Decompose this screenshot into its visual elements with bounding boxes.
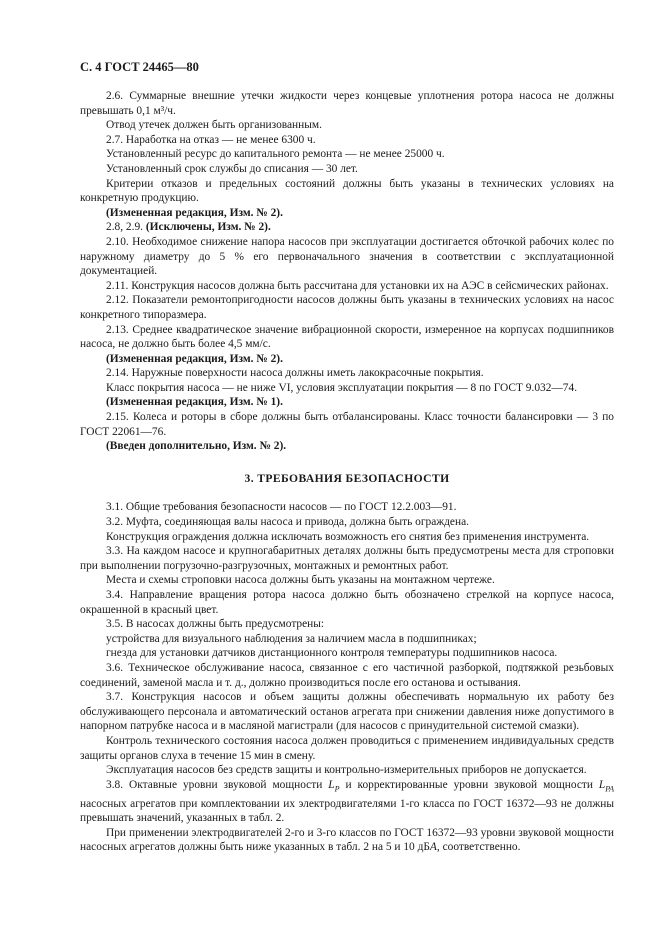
p38-text-c: насосных агрегатов при комплектовании их электродвигателями 1-го класса по ГОСТ 16372—93 не должны превышать значений, указанных в табл. 2. xyxy=(80,797,614,825)
symbol-lp: L xyxy=(328,778,335,791)
section-3-title: 3. ТРЕБОВАНИЯ БЕЗОПАСНОСТИ xyxy=(244,471,450,485)
section-3-paragraphs xyxy=(80,500,614,777)
section-2-paragraph: 2.12. Показатели ремонтопригодности насосов должны быть указаны в технических условиях на насос конкретного типоразмера. xyxy=(80,294,614,321)
section-2-paragraph: Установленный срок службы до списания — 30 лет. xyxy=(106,162,358,175)
document-body xyxy=(80,89,614,855)
section-2-paragraph: Критерии отказов и предельных состояний должны быть указаны в технических условиях на конкретную продукцию. xyxy=(80,177,614,205)
section-3-paragraph: устройства для визуального наблюдения за наличием масла в подшипниках; xyxy=(106,632,477,645)
section-2-paragraph: Класс покрытия насоса — не ниже VI, условия эксплуатации покрытия — 8 по ГОСТ 9.032—74. xyxy=(106,381,578,394)
section-3-paragraph: Конструкция ограждения должна исключать возможность его снятия без применения инструмента. xyxy=(106,530,590,543)
section-2-paragraph: 2.7. Наработка на отказ — не менее 6300 ч. xyxy=(106,133,316,146)
section-2-paragraph: 2.13. Среднее квадратическое значение вибрационной скорости, измеренное на корпусах подшипников насоса, не должно быть более 4,5 мм/с. xyxy=(80,323,614,351)
section-3-paragraph: Эксплуатация насосов без средств защиты и контрольно-измерительных приборов не допускается. xyxy=(106,764,587,777)
symbol-lp-sub: P xyxy=(334,784,340,793)
section-2-paragraphs xyxy=(80,89,614,454)
section-3-paragraph: 3.3. На каждом насосе и крупногабаритных деталях должны быть предусмотрены места для строповки при выполнении погрузочно-разгрузочных, монтажных и ремонтных работ. xyxy=(80,545,614,572)
section-3-paragraph: 3.4. Направление вращения ротора насоса должно быть обозначено стрелкой на корпусе насоса, окрашенной в красный цвет. xyxy=(80,589,614,616)
section-2-paragraph: 2.15. Колеса и роторы в сборе должны быть отбалансированы. Класс точности балансировки — 3 по ГОСТ 22061—76. xyxy=(80,411,614,438)
section-2-paragraph: 2.11. Конструкция насосов должна быть рассчитана для установки их на АЭС в сейсмических районах. xyxy=(106,279,609,292)
section-2-paragraph: Установленный ресурс до капитального ремонта — не менее 25000 ч. xyxy=(106,148,445,161)
section-2-paragraph: 2.6. Суммарные внешние утечки жидкости через концевые уплотнения ротора насоса не должны превышать 0,1 м³/ч. xyxy=(80,90,614,117)
symbol-lpa: L xyxy=(598,778,606,791)
section-3-paragraph: гнезда для установки датчиков дистанционного контроля температуры подшипников насоса. xyxy=(106,647,558,660)
p38-text-b: и корректированные уровни звуковой мощности xyxy=(339,778,599,791)
section-2-paragraph: Отвод утечек должен быть организованным. xyxy=(106,119,322,132)
unit-dba: А xyxy=(429,841,437,854)
paragraph-3-8 xyxy=(80,778,614,826)
section-3-paragraph: 3.5. В насосах должны быть предусмотрены: xyxy=(106,618,325,631)
section-3-paragraph: 3.2. Муфта, соединяющая валы насоса и привода, должна быть ограждена. xyxy=(106,516,469,529)
section-2-paragraph: (Измененная редакция, Изм. № 2). xyxy=(106,206,283,219)
section-2-paragraph xyxy=(80,220,614,235)
paragraph-3-8-cont xyxy=(80,826,614,855)
section-3-paragraph: Места и схемы строповки насоса должны быть указаны на монтажном чертеже. xyxy=(106,574,495,587)
section-2-paragraph: (Измененная редакция, Изм. № 2). xyxy=(106,352,283,365)
section-2-paragraph: (Измененная редакция, Изм. № 1). xyxy=(106,396,283,409)
symbol-lpa-sub: PA xyxy=(605,784,615,793)
section-2-paragraph: 2.14. Наружные поверхности насоса должны иметь лакокрасочные покрытия. xyxy=(106,367,484,380)
amendment-note: (Исключены, Изм. № 2). xyxy=(145,221,271,234)
section-2-paragraph: (Введен дополнительно, Изм. № 2). xyxy=(106,440,287,453)
p39-text-b: , соответственно. xyxy=(436,841,521,854)
section-2-paragraph: 2.10. Необходимое снижение напора насосов при эксплуатации достигается обточкой рабочих колес по наружному диаметру до 5 % его первоначального значения в соответствии с эксплуатационной документацией. xyxy=(80,235,614,278)
section-3-paragraph: Контроль технического состояния насоса должен проводиться с применением индивидуальных средств защиты органов слуха в течение 15 мин в смену. xyxy=(80,734,614,762)
page-header: С. 4 ГОСТ 24465—80 xyxy=(80,60,199,74)
section-3-paragraph: 3.1. Общие требования безопасности насосов — по ГОСТ 12.2.003—91. xyxy=(106,501,457,514)
p39-text-a: При применении электродвигателей 2-го и 3-го классов по ГОСТ 16372—93 уровни звуковой мощности насосных агрегатов должны быть ниже указанных в табл. 2 на 5 и 10 дБ xyxy=(80,826,614,854)
paragraph-text: 2.8, 2.9. xyxy=(106,221,146,234)
section-3-paragraph: 3.6. Техническое обслуживание насоса, связанное с его частичной разборкой, подтяжкой резьбовых соединений, заменой масла и т. д., должно производиться после его останова и остывания. xyxy=(80,661,614,689)
p38-text-a: 3.8. Октавные уровни звуковой мощности xyxy=(106,778,329,791)
section-3-paragraph: 3.7. Конструкция насосов и объем защиты должны обеспечивать нормальную их работу без обслуживающего персонала и автоматический останов агрегата при снижении давления ниже допустимого в напорном патрубке насоса и в масляной магистрали (для насосов с принудительной системой смазки). xyxy=(80,691,614,733)
